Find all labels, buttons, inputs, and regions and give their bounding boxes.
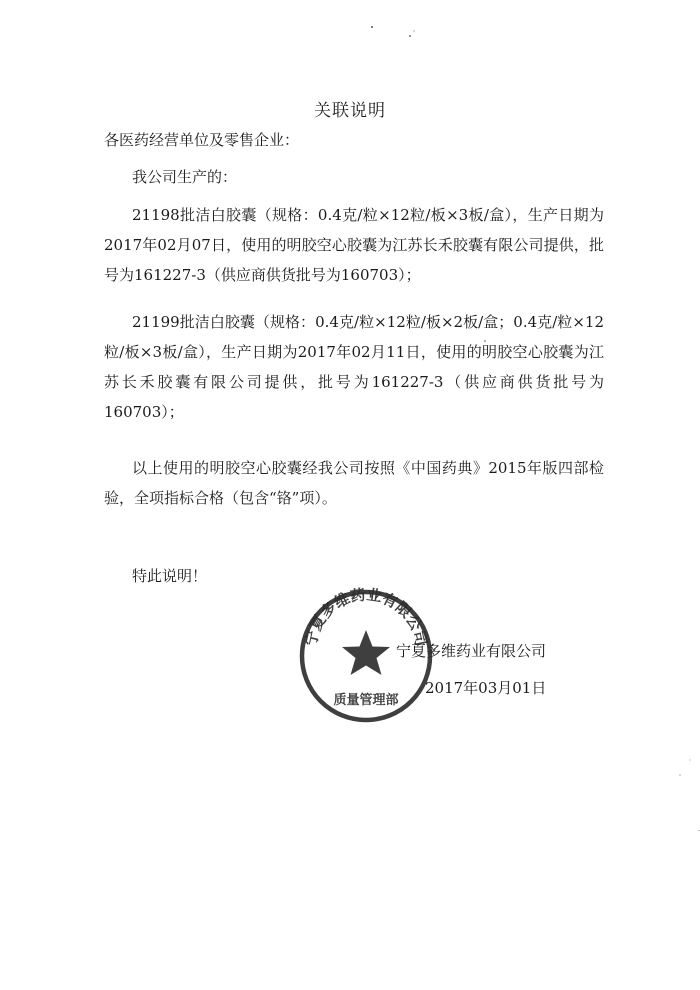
document-title: 关联说明 bbox=[314, 101, 386, 121]
closing-remark: 特此说明！ bbox=[132, 567, 208, 585]
svg-text:质量管理部: 质量管理部 bbox=[333, 693, 399, 708]
signature-company: 宁夏多维药业有限公司 bbox=[396, 642, 547, 660]
paragraph-batch-21199: 21199批洁白胶囊（规格：0.4克/粒×12粒/板×2板/盒；0.4克/粒×12粒/板×3板/盒），生产日期为2017年02月11日，使用的明胶空心胶囊为江苏长禾胶囊有限公司提供，批号为161227-3（供应商供货批号为160703）； bbox=[104, 313, 604, 421]
paragraph-inspection: 以上使用的明胶空心胶囊经我公司按照《中国药典》2015年版四部检验，全项指标合格（包含“铬”项）。 bbox=[104, 459, 604, 507]
salutation: 各医药经营单位及零售企业： bbox=[104, 131, 300, 149]
paragraph-batch-21198: 21198批洁白胶囊（规格：0.4克/粒×12粒/板×3板/盒），生产日期为2017年02月07日，使用的明胶空心胶囊为江苏长禾胶囊有限公司提供，批号为161227-3（供应商供货批号为160703）； bbox=[104, 206, 604, 284]
signature-date: 2017年03月01日 bbox=[425, 679, 547, 697]
paragraph-intro: 我公司生产的： bbox=[132, 168, 238, 186]
svg-text:宁夏多维药业有限公司: 宁夏多维药业有限公司 bbox=[301, 586, 431, 648]
seal-star-icon bbox=[342, 630, 390, 675]
